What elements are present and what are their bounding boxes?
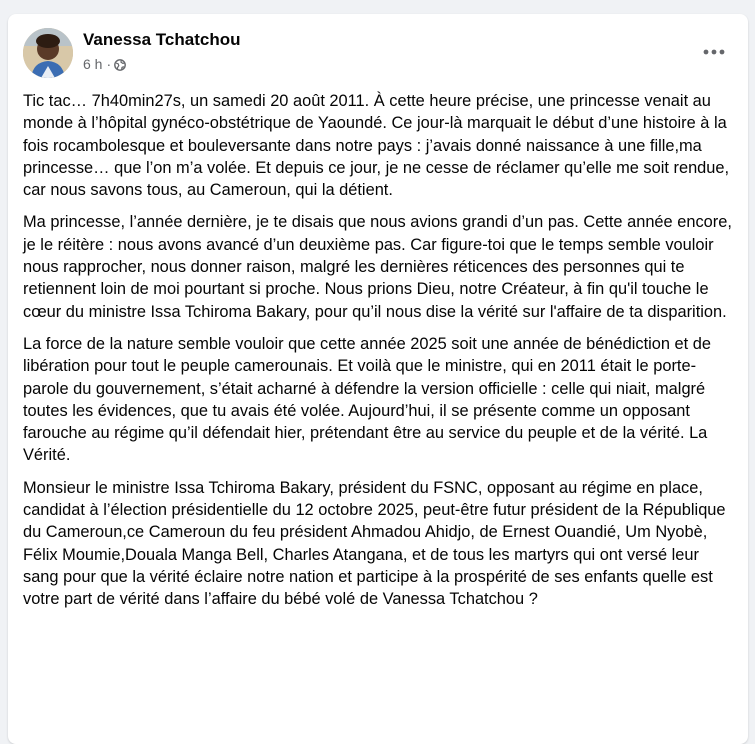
author-name[interactable]: Vanessa Tchatchou — [83, 30, 241, 49]
meta-separator: · — [106, 56, 112, 72]
post-paragraph: La force de la nature semble vouloir que cette année 2025 soit une année de bénédiction et de libération pour tout le peuple camerounais. Et voilà que le ministre, qui en 2011 était le porte-parole du gouvernement, s’était acharné à défendre la version officielle : celle qui niait, malgré toutes les évidences, que tu avais été volée. Aujourd’hui, il se présente comme un opposant farouche au régime qu’il défendait hier, prétendant être au service du peuple et de la vérité. La Vérité. — [23, 334, 711, 465]
post-paragraph: Monsieur le ministre Issa Tchiroma Bakary, président du FSNC, opposant au régime en place, candidat à l’élection présidentielle du 12 octobre 2025, peut-être futur président de la République du Cameroun,ce Cameroun du feu président Ahmadou Ahidjo, de Ernest Ouandié, Um Nyobè, Félix Moumie,Douala Manga Bell, Charles Atangana, et de tous les martyrs qui ont versé leur sang pour que la vérité éclaire notre nation et participe à la prospérité de ses enfants quelle est votre part de vérité dans l’affaire du bébé volé de Vanessa Tchatchou ? — [23, 478, 726, 609]
more-horizontal-icon — [703, 49, 725, 55]
avatar[interactable] — [23, 28, 73, 78]
post-meta — [83, 56, 126, 72]
post-card — [8, 14, 748, 744]
post-text — [23, 90, 735, 621]
post-paragraph: Tic tac… 7h40min27s, un samedi 20 août 2011. À cette heure précise, une princesse venait au monde à l’hôpital gynéco-obstétrique de Yaoundé. Ce jour-là marquait le début d’une histoire à la fois rocambolesque et bouleversante dans notre pays : j’avais donné naissance à une fille,ma princesse… que l’on m’a volée. Et depuis ce jour, je ne cesse de réclamer qu’elle me soit rendue, car nous savons tous, au Cameroun, qui la détient. — [23, 92, 730, 200]
post-paragraph: Ma princesse, l’année dernière, je te disais que nous avions grandi d’un pas. Cette année encore, je le réitère : nous avons avancé d’un deuxième pas. Car figure-toi que le temps semble vouloir nous rapprocher, nous donner raison, malgré les dernières réticences des personnes qui te retiennent loin de moi pourtant si proche. Nous prions Dieu, notre Créateur, à fin qu'il touche le cœur du ministre Issa Tchiroma Bakary, pour qu’il nous dise la vérité sur l'affaire de ta disparition. — [23, 213, 732, 321]
globe-icon[interactable] — [114, 58, 126, 70]
profile-photo — [23, 28, 73, 78]
post-time[interactable]: 6 h — [83, 56, 103, 72]
more-options-button[interactable] — [698, 36, 730, 68]
post-header — [8, 14, 748, 84]
